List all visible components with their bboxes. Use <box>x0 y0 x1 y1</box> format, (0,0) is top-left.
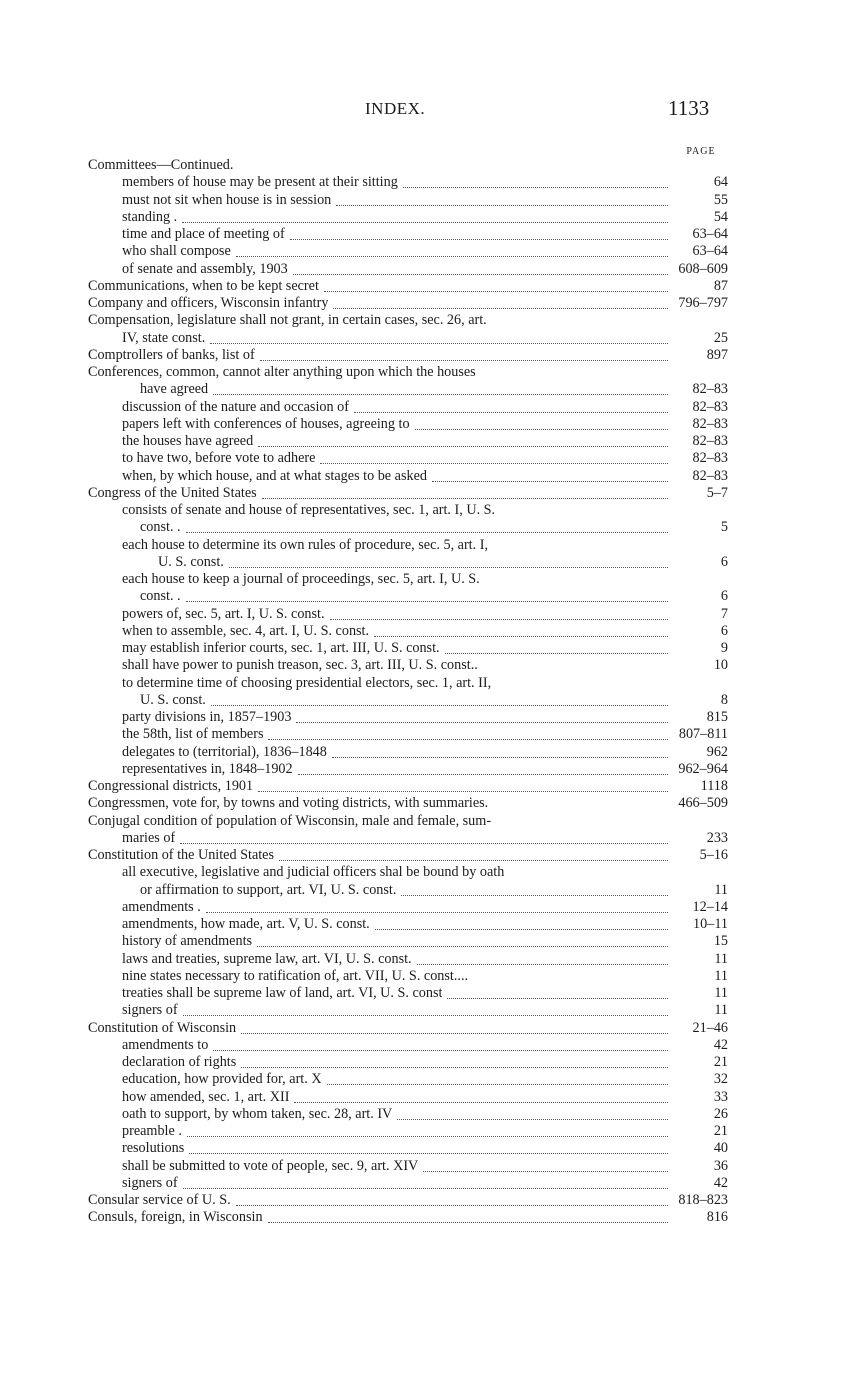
entry-page: 233 <box>706 829 728 846</box>
index-entry <box>86 330 728 347</box>
entry-page: 6 <box>720 622 728 639</box>
dot-leader <box>327 1080 668 1085</box>
entry-page: 818–823 <box>678 1192 728 1208</box>
index-entry <box>86 1175 728 1192</box>
entry-text: who shall compose <box>122 243 231 260</box>
dot-leader <box>492 322 668 326</box>
entry-text: discussion of the nature and occasion of <box>122 398 349 415</box>
entry-text: Conferences, common, cannot alter anything upon which the houses <box>88 364 476 380</box>
index-entry <box>86 899 728 916</box>
entry-text: delegates to (territorial), 1836–1848 <box>122 743 327 760</box>
dot-leader <box>262 494 668 499</box>
entry-text: must not sit when house is in session <box>122 191 332 208</box>
dot-leader <box>186 597 668 602</box>
dot-leader <box>423 1167 668 1172</box>
entry-page: 54 <box>713 208 728 225</box>
dot-leader <box>294 1098 668 1103</box>
entry-text: to determine time of choosing presidential electors, sec. 1, art. II, <box>122 674 492 691</box>
dot-leader <box>290 235 668 240</box>
index-entry <box>86 951 728 968</box>
dot-leader <box>241 1063 668 1068</box>
entry-text: the 58th, list of members <box>122 726 264 743</box>
index-entry <box>86 295 728 312</box>
entry-page: 10–11 <box>693 916 728 932</box>
entry-page: 63–64 <box>692 226 728 242</box>
entry-text: have agreed <box>140 381 209 398</box>
index-entry <box>86 226 728 243</box>
index-entry <box>86 381 728 398</box>
index-entry <box>86 502 728 519</box>
dot-leader <box>485 581 668 585</box>
entry-page: 962–964 <box>678 760 728 777</box>
entry-page: 82–83 <box>692 398 728 415</box>
entry-page: 11 <box>714 950 728 967</box>
index-entry <box>86 1037 728 1054</box>
entry-text: shall be submitted to vote of people, sec. 9, art. XIV <box>122 1157 419 1174</box>
dot-leader <box>236 1201 668 1206</box>
entry-text: Compensation, legislature shall not grant, in certain cases, sec. 26, art. <box>88 312 487 329</box>
entry-page: 11 <box>714 967 728 984</box>
index-entry <box>86 243 728 260</box>
entry-page: 815 <box>706 709 728 725</box>
entry-page: 32 <box>713 1071 728 1088</box>
entry-text: const. . <box>140 519 181 536</box>
entry-text: consists of senate and house of representatives, sec. 1, art. I, U. S. <box>122 502 496 518</box>
dot-leader <box>187 1132 668 1137</box>
index-entry <box>86 399 728 416</box>
index-entry <box>86 1054 728 1071</box>
index-entry <box>86 640 728 657</box>
entry-page: 962 <box>706 743 728 760</box>
entry-text: representatives in, 1848–1902 <box>122 760 293 777</box>
page-title: INDEX. <box>365 99 426 118</box>
index-entry <box>86 1020 728 1037</box>
index-entry <box>86 347 728 364</box>
entry-text: preamble . <box>122 1123 182 1139</box>
entry-text: Constitution of the United States <box>88 847 275 863</box>
dot-leader <box>483 667 668 671</box>
entry-text: how amended, sec. 1, art. XII <box>122 1088 290 1105</box>
dot-leader <box>333 304 668 309</box>
entry-page: 36 <box>713 1157 728 1174</box>
dot-leader <box>401 891 668 896</box>
index-entry <box>86 778 728 795</box>
dot-leader <box>481 374 668 378</box>
entry-text: amendments to <box>122 1036 209 1053</box>
entry-page: 6 <box>720 588 728 605</box>
index-entry <box>86 157 728 174</box>
index-entry <box>86 882 728 899</box>
index-entry <box>86 1106 728 1123</box>
dot-leader <box>403 183 668 188</box>
entry-text: all executive, legislative and judicial officers shal be bound by oath <box>122 864 505 881</box>
entry-text: education, how provided for, art. X <box>122 1071 322 1088</box>
dot-leader <box>213 1046 668 1051</box>
entry-text: standing . <box>122 208 178 225</box>
entry-text: to have two, before vote to adhere <box>122 450 316 467</box>
entry-text: Company and officers, Wisconsin infantry <box>88 295 329 311</box>
entry-page: 5 <box>720 519 728 536</box>
entry-page: 42 <box>713 1036 728 1053</box>
entry-page: 5–7 <box>706 484 728 501</box>
dot-leader <box>298 770 668 775</box>
page-column-label: PAGE <box>686 146 716 157</box>
dot-leader <box>375 925 668 930</box>
dot-leader <box>417 960 668 965</box>
dot-leader <box>496 822 668 826</box>
entry-page: 26 <box>713 1105 728 1122</box>
dot-leader <box>447 994 668 999</box>
index-entry <box>86 813 728 830</box>
dot-leader <box>258 787 668 792</box>
dot-leader <box>496 684 668 688</box>
entry-page: 10 <box>713 657 728 674</box>
entry-page: 11 <box>714 985 728 1001</box>
index-entries <box>86 157 728 1227</box>
entry-text: maries of <box>122 829 176 846</box>
index-entry <box>86 847 728 864</box>
entry-page: 82–83 <box>692 415 728 432</box>
dot-leader <box>336 201 668 206</box>
dot-leader <box>324 287 668 292</box>
index-entry <box>86 261 728 278</box>
entry-page: 82–83 <box>692 433 728 449</box>
entry-text: signers of <box>122 1002 178 1019</box>
index-entry <box>86 1140 728 1157</box>
entry-page: 21 <box>713 1123 728 1139</box>
entry-page: 5–16 <box>699 847 728 863</box>
entry-text: Committees—Continued. <box>88 157 234 173</box>
entry-text: U. S. const. <box>158 553 224 570</box>
entry-page: 9 <box>720 640 728 656</box>
entry-page: 1118 <box>700 778 728 794</box>
index-entry <box>86 537 728 554</box>
index-entry <box>86 571 728 588</box>
entry-text: oath to support, by whom taken, sec. 28, art. IV <box>122 1105 393 1122</box>
entry-page: 7 <box>720 605 728 622</box>
dot-leader <box>229 563 668 568</box>
dot-leader <box>186 528 668 533</box>
dot-leader <box>182 218 668 223</box>
index-entry <box>86 1071 728 1088</box>
index-entry <box>86 692 728 709</box>
entry-text: or affirmation to support, art. VI, U. S. const. <box>140 881 397 898</box>
entry-text: Congress of the United States <box>88 484 257 501</box>
dot-leader <box>238 167 668 171</box>
index-entry <box>86 709 728 726</box>
entry-text: amendments . <box>122 898 201 915</box>
index-entry <box>86 1089 728 1106</box>
dot-leader <box>493 546 668 550</box>
entry-text: IV, state const. <box>122 329 206 346</box>
dot-leader <box>210 339 668 344</box>
entry-page: 15 <box>713 933 728 950</box>
entry-page: 11 <box>714 881 728 898</box>
index-entry <box>86 192 728 209</box>
index-entry <box>86 1002 728 1019</box>
entry-text: each house to determine its own rules of procedure, sec. 5, art. I, <box>122 536 488 553</box>
index-entry <box>86 830 728 847</box>
entry-page: 608–609 <box>678 260 728 277</box>
index-entry <box>86 744 728 761</box>
entry-page: 55 <box>713 191 728 208</box>
index-entry <box>86 174 728 191</box>
entry-text: resolutions <box>122 1140 185 1157</box>
entry-page: 796–797 <box>678 295 728 311</box>
dot-leader <box>257 942 668 947</box>
dot-leader <box>258 442 668 447</box>
entry-text: when to assemble, sec. 4, art. I, U. S. const. <box>122 622 370 639</box>
index-entry <box>86 416 728 433</box>
entry-text: history of amendments <box>122 933 253 950</box>
entry-text: Communications, when to be kept secret <box>88 277 319 294</box>
entry-page: 21–46 <box>692 1019 728 1036</box>
dot-leader <box>236 252 668 257</box>
entry-page: 33 <box>713 1088 728 1105</box>
dot-leader <box>330 615 668 620</box>
page-number: 1133 <box>668 96 710 120</box>
entry-text: signers of <box>122 1174 178 1191</box>
entry-page: 12–14 <box>692 898 728 915</box>
entry-page: 816 <box>706 1209 728 1226</box>
entry-text: amendments, how made, art. V, U. S. const. <box>122 916 370 932</box>
entry-page: 11 <box>714 1002 728 1019</box>
dot-leader <box>268 1218 668 1223</box>
entry-page: 25 <box>713 329 728 346</box>
index-entry <box>86 1123 728 1140</box>
dot-leader <box>241 1029 668 1034</box>
dot-leader <box>260 356 668 361</box>
dot-leader <box>320 459 668 464</box>
index-entry <box>86 795 728 812</box>
index-entry <box>86 278 728 295</box>
index-entry <box>86 726 728 743</box>
dot-leader <box>180 839 668 844</box>
dot-leader <box>213 390 668 395</box>
dot-leader <box>445 649 668 654</box>
dot-leader <box>296 718 668 723</box>
dot-leader <box>211 701 668 706</box>
index-entry <box>86 933 728 950</box>
entry-page: 8 <box>720 691 728 708</box>
index-entry <box>86 864 728 881</box>
entry-text: each house to keep a journal of proceedings, sec. 5, art. I, U. S. <box>122 571 480 587</box>
index-entry <box>86 1158 728 1175</box>
dot-leader <box>268 735 668 740</box>
entry-text: the houses have agreed <box>122 433 254 449</box>
index-entry <box>86 519 728 536</box>
entry-text: laws and treaties, supreme law, art. VI, U. S. const. <box>122 950 412 967</box>
entry-page: 6 <box>720 553 728 570</box>
index-entry <box>86 985 728 1002</box>
index-entry <box>86 364 728 381</box>
entry-text: when, by which house, and at what stages to be asked <box>122 467 427 484</box>
entry-text: treaties shall be supreme law of land, art. VI, U. S. const <box>122 985 443 1001</box>
index-entry <box>86 312 728 329</box>
entry-text: powers of, sec. 5, art. I, U. S. const. <box>122 605 325 622</box>
index-entry <box>86 623 728 640</box>
index-entry <box>86 675 728 692</box>
entry-text: Congressional districts, 1901 <box>88 778 254 794</box>
dot-leader <box>183 1184 668 1189</box>
index-entry <box>86 554 728 571</box>
entry-page: 63–64 <box>692 243 728 260</box>
entry-page: 64 <box>713 174 728 191</box>
entry-text: U. S. const. <box>140 691 206 708</box>
entry-text: declaration of rights <box>122 1054 237 1070</box>
index-entry <box>86 968 728 985</box>
index-entry <box>86 468 728 485</box>
entry-page: 897 <box>706 346 728 363</box>
index-entry <box>86 1192 728 1209</box>
index-entry <box>86 761 728 778</box>
dot-leader <box>293 270 668 275</box>
dot-leader <box>397 1115 668 1120</box>
dot-leader <box>500 512 668 516</box>
entry-text: may establish inferior courts, sec. 1, art. III, U. S. const. <box>122 640 440 656</box>
index-entry <box>86 657 728 674</box>
entry-page: 40 <box>713 1140 728 1157</box>
dot-leader <box>279 856 668 861</box>
entry-text: Congressmen, vote for, by towns and voting districts, with summaries. <box>88 795 489 812</box>
entry-page: 87 <box>713 277 728 294</box>
entry-text: members of house may be present at their sitting <box>122 174 398 191</box>
dot-leader <box>332 753 668 758</box>
dot-leader <box>189 1149 668 1154</box>
index-entry <box>86 209 728 226</box>
entry-text: Consular service of U. S. <box>88 1192 231 1208</box>
index-entry <box>86 588 728 605</box>
entry-text: Conjugal condition of population of Wisconsin, male and female, sum- <box>88 812 492 829</box>
entry-page: 82–83 <box>692 381 728 398</box>
dot-leader <box>183 1011 668 1016</box>
dot-leader <box>509 874 668 878</box>
entry-text: Consuls, foreign, in Wisconsin <box>88 1209 263 1226</box>
entry-text: party divisions in, 1857–1903 <box>122 709 292 725</box>
entry-page: 42 <box>713 1174 728 1191</box>
dot-leader <box>493 805 668 809</box>
dot-leader <box>415 425 668 430</box>
dot-leader <box>374 632 668 637</box>
index-entry <box>86 450 728 467</box>
index-entry <box>86 916 728 933</box>
dot-leader <box>432 477 668 482</box>
dot-leader <box>206 908 668 913</box>
entry-page: 21 <box>713 1054 728 1070</box>
index-entry <box>86 433 728 450</box>
dot-leader <box>473 977 668 981</box>
entry-page: 82–83 <box>692 450 728 467</box>
entry-text: Comptrollers of banks, list of <box>88 346 255 363</box>
entry-text: shall have power to punish treason, sec. 3, art. III, U. S. const.. <box>122 657 478 674</box>
index-entry <box>86 606 728 623</box>
entry-page: 82–83 <box>692 467 728 484</box>
entry-text: const. . <box>140 588 181 605</box>
entry-text: nine states necessary to ratification of, art. VII, U. S. const.... <box>122 967 469 984</box>
index-entry <box>86 485 728 502</box>
dot-leader <box>354 408 668 413</box>
entry-text: papers left with conferences of houses, agreeing to <box>122 415 410 432</box>
entry-text: Constitution of Wisconsin <box>88 1019 237 1036</box>
entry-page: 466–509 <box>678 795 728 812</box>
entry-text: of senate and assembly, 1903 <box>122 260 288 277</box>
entry-text: time and place of meeting of <box>122 226 285 242</box>
entry-page: 807–811 <box>678 726 728 743</box>
index-entry <box>86 1209 728 1226</box>
